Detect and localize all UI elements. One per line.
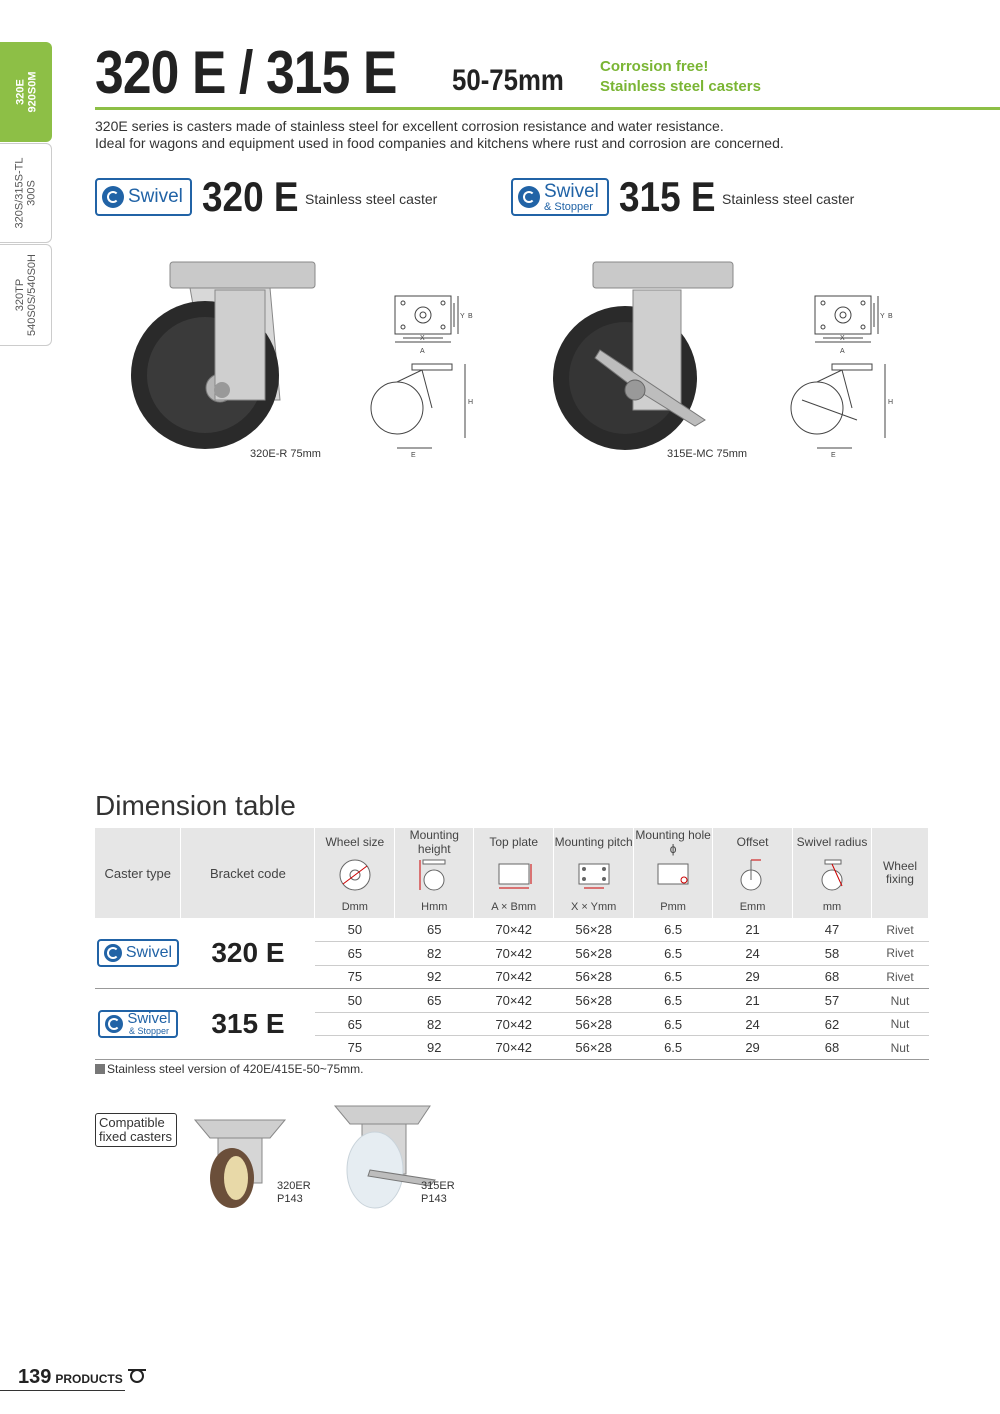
photo-caption: 320E-R 75mm — [250, 448, 321, 460]
title-divider — [95, 107, 1000, 110]
product-code: 315 E — [619, 173, 716, 220]
cell: 70×42 — [474, 989, 554, 1013]
cell: 6.5 — [634, 1036, 713, 1060]
cell: 65 — [395, 918, 474, 942]
caster-photo-315e — [545, 250, 748, 460]
dim-label-a: A — [420, 348, 425, 355]
side-tab-320tp[interactable] — [0, 244, 52, 346]
side-tab-320e[interactable] — [0, 42, 52, 142]
cell: 62 — [793, 1012, 872, 1036]
cell: 75 — [315, 1036, 395, 1060]
swivel-icon — [105, 1015, 123, 1033]
cell: 24 — [713, 942, 793, 966]
side-tab-label: 320TP — [13, 278, 26, 312]
col-unit: Dmm — [315, 896, 395, 918]
side-tab-sublabel: 300S — [25, 180, 38, 206]
offset-icon — [713, 856, 793, 896]
table-note: Stainless steel version of 420E/415E-50~75mm. — [95, 1062, 363, 1076]
fixed-caster-photo-320er — [190, 1110, 290, 1210]
dim-label-y: Y — [880, 313, 885, 320]
compatible-label-line-1: Compatible — [99, 1115, 165, 1130]
dim-label-e: E — [831, 452, 836, 459]
caster-type-cell — [95, 989, 181, 1060]
cell: 68 — [793, 965, 872, 989]
cell: 21 — [713, 989, 793, 1013]
table-row — [95, 989, 929, 1013]
side-tab-sublabel: 540S0S/540S0H — [25, 254, 38, 336]
cell: 65 — [315, 1012, 395, 1036]
compatible-page: P143 — [277, 1193, 303, 1205]
cell: 70×42 — [474, 1012, 554, 1036]
col-header: Swivel radius — [793, 828, 872, 856]
cell: 82 — [395, 942, 474, 966]
col-wheel-fixing: Wheel fixing — [871, 828, 928, 918]
col-header: Top plate — [474, 828, 554, 856]
cell: 29 — [713, 1036, 793, 1060]
cell: 50 — [315, 918, 395, 942]
dim-label-e: E — [411, 452, 416, 459]
tagline-line-2: Stainless steel casters — [600, 78, 761, 95]
bracket-code: 315 E — [181, 989, 315, 1060]
cell: 50 — [315, 989, 395, 1013]
technical-drawing-320e — [362, 290, 492, 460]
cell: 29 — [713, 965, 793, 989]
wheel-size-icon — [315, 856, 395, 896]
dimension-table-heading: Dimension table — [95, 790, 296, 821]
dim-label-h: H — [468, 399, 474, 406]
product-code: 320 E — [202, 173, 299, 220]
cell: 6.5 — [634, 942, 713, 966]
cell: 56×28 — [554, 942, 634, 966]
cell: 82 — [395, 1012, 474, 1036]
swivel-icon — [518, 186, 540, 208]
page-footer — [18, 1366, 148, 1389]
product-description: Stainless steel caster — [722, 191, 855, 207]
compatible-label-line-2: fixed casters — [99, 1129, 172, 1144]
cell: Rivet — [871, 965, 928, 989]
badge-label: Swivel — [544, 180, 599, 202]
cell: 65 — [315, 942, 395, 966]
badge-sublabel: & Stopper — [544, 200, 593, 213]
cell: 56×28 — [554, 918, 634, 942]
cell: 65 — [395, 989, 474, 1013]
footer-label: PRODUCTS — [55, 1372, 123, 1386]
footer-divider — [0, 1390, 125, 1391]
dim-label-y: Y — [460, 313, 465, 320]
swivel-icon — [104, 944, 122, 962]
col-unit: A × Bmm — [474, 896, 554, 918]
table-row — [95, 918, 929, 942]
top-plate-icon — [474, 856, 554, 896]
col-unit: X × Ymm — [554, 896, 634, 918]
dim-label-b: B — [888, 313, 893, 320]
cell: 24 — [713, 1012, 793, 1036]
product-description: Stainless steel caster — [305, 191, 438, 207]
cell: 92 — [395, 965, 474, 989]
cell: Nut — [871, 989, 928, 1013]
swivel-badge — [97, 939, 179, 967]
col-header: Mounting pitch — [554, 828, 634, 856]
compatible-page: P143 — [421, 1193, 447, 1205]
col-caster-type: Caster type — [95, 828, 181, 918]
compatible-label — [95, 1113, 177, 1147]
cell: 21 — [713, 918, 793, 942]
cell: Rivet — [871, 942, 928, 966]
page-number: 139 — [18, 1366, 52, 1388]
cell: Nut — [871, 1012, 928, 1036]
cell: 70×42 — [474, 942, 554, 966]
dim-label-x: X — [420, 335, 425, 342]
col-header: Mounting height — [395, 828, 474, 856]
cell: 56×28 — [554, 1012, 634, 1036]
cell: Rivet — [871, 918, 928, 942]
badge-label: Swivel — [127, 1010, 171, 1028]
compatible-caption — [277, 1180, 311, 1206]
brand-logo-icon — [126, 1367, 148, 1383]
side-tab-320s[interactable] — [0, 143, 52, 243]
compatible-caption — [421, 1180, 455, 1206]
cell: 56×28 — [554, 989, 634, 1013]
bracket-code: 320 E — [181, 918, 315, 989]
cell: 6.5 — [634, 965, 713, 989]
badge-label: Swivel — [128, 185, 183, 207]
col-header: Mounting hole ϕ — [635, 828, 711, 856]
cell: Nut — [871, 1036, 928, 1060]
tagline-line-1: Corrosion free! — [600, 58, 709, 75]
dim-label-b: B — [468, 313, 473, 320]
compatible-code: 315ER — [421, 1180, 455, 1192]
compatible-code: 320ER — [277, 1180, 311, 1192]
cell: 70×42 — [474, 1036, 554, 1060]
cell: 92 — [395, 1036, 474, 1060]
cell: 6.5 — [634, 1012, 713, 1036]
col-unit: Emm — [713, 896, 793, 918]
cell: 70×42 — [474, 918, 554, 942]
cell: 57 — [793, 989, 872, 1013]
size-range: 50-75mm — [452, 64, 564, 97]
col-header: Offset — [713, 828, 793, 856]
cell: 68 — [793, 1036, 872, 1060]
col-unit: Pmm — [634, 896, 713, 918]
badge-sublabel: & Stopper — [128, 1026, 169, 1037]
col-header: Wheel size — [315, 828, 395, 856]
side-tab-sublabel: 920S0M — [25, 71, 38, 113]
swivel-radius-icon — [793, 856, 872, 896]
dim-label-a: A — [840, 348, 845, 355]
intro-line-2: Ideal for wagons and equipment used in food companies and kitchens where rust and corrosion are concerned. — [95, 135, 784, 151]
side-tab-label: 320S/315S-TL — [13, 157, 26, 229]
photo-caption: 315E-MC 75mm — [667, 448, 748, 460]
cell: 56×28 — [554, 1036, 634, 1060]
cell: 56×28 — [554, 965, 634, 989]
cell: 6.5 — [634, 989, 713, 1013]
cell: 70×42 — [474, 965, 554, 989]
col-unit: Hmm — [395, 896, 474, 918]
intro-text — [95, 118, 784, 152]
swivel-stopper-badge — [511, 178, 609, 216]
swivel-badge — [95, 178, 192, 216]
page-title: 320 E / 315 E — [95, 39, 397, 106]
dimension-table — [95, 828, 929, 1060]
col-bracket-code: Bracket code — [181, 828, 315, 918]
dim-label-h: H — [888, 399, 894, 406]
technical-drawing-315e — [782, 290, 912, 460]
mounting-pitch-icon — [554, 856, 634, 896]
cell: 58 — [793, 942, 872, 966]
swivel-icon — [102, 186, 124, 208]
cell: 47 — [793, 918, 872, 942]
badge-label: Swivel — [125, 944, 173, 962]
swivel-stopper-badge — [98, 1010, 177, 1038]
side-tab-label: 320E — [13, 79, 26, 105]
intro-line-1: 320E series is casters made of stainless steel for excellent corrosion resistance and water resistance. — [95, 118, 724, 134]
caster-type-cell — [95, 918, 181, 989]
cell: 6.5 — [634, 918, 713, 942]
dim-label-x: X — [840, 335, 845, 342]
tagline — [600, 57, 761, 97]
mounting-hole-icon — [634, 856, 713, 896]
cell: 75 — [315, 965, 395, 989]
mounting-height-icon — [395, 856, 474, 896]
col-unit: mm — [793, 896, 872, 918]
caster-photo-320e — [130, 250, 320, 460]
